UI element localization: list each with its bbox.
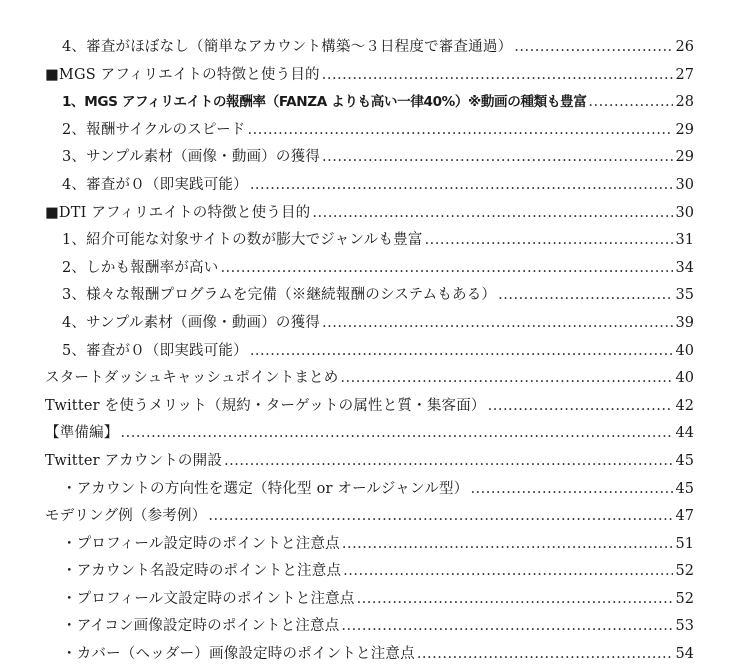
dot-leader	[470, 476, 673, 504]
toc-entry-page: 30	[675, 176, 694, 193]
toc-entry-label: モデリング例（参考例）	[45, 508, 207, 525]
toc-entry[interactable]	[0, 448, 749, 476]
toc-entry-page: 45	[675, 480, 694, 497]
toc-entry[interactable]	[0, 89, 749, 117]
toc-entry-page: 54	[675, 646, 694, 663]
toc-entry[interactable]	[0, 172, 749, 200]
toc-entry-label: 1、MGS アフィリエイトの報酬率（FANZA よりも高い一律40%）※動画の種類も豊富	[62, 94, 587, 111]
toc-entry-label: ・アイコン画像設定時のポイントと注意点	[62, 618, 340, 635]
toc-entry-label: Twitter を使うメリット（規約・ターゲットの属性と質・集客面）	[45, 397, 486, 414]
toc-entry[interactable]	[0, 641, 749, 669]
toc-entry-page: 53	[675, 618, 694, 635]
dot-leader	[248, 117, 673, 145]
toc-entry[interactable]	[0, 503, 749, 531]
toc-entry[interactable]	[0, 34, 749, 62]
toc-entry-label: 1、紹介可能な対象サイトの数が膨大でジャンルも豊富	[62, 232, 423, 249]
toc-entry[interactable]	[0, 586, 749, 614]
toc-entry-label: 2、しかも報酬率が高い	[62, 259, 219, 276]
dot-leader	[121, 420, 674, 448]
toc-entry-page: 28	[675, 94, 694, 111]
dot-leader	[322, 62, 673, 90]
toc-entry-page: 42	[675, 397, 694, 414]
toc-entry-label: スタートダッシュキャッシュポイントまとめ	[45, 370, 339, 387]
toc-entry-label: 3、様々な報酬プログラムを完備（※継続報酬のシステムもある）	[62, 287, 497, 304]
toc-entry-label: ・アカウントの方向性を選定（特化型 or オールジャンル型）	[62, 480, 469, 497]
toc-entry[interactable]	[0, 531, 749, 559]
toc-section-heading[interactable]	[0, 200, 749, 228]
dot-leader	[357, 586, 673, 614]
dot-leader	[417, 641, 673, 669]
toc-entry-page: 40	[675, 342, 694, 359]
toc-section-heading[interactable]	[0, 62, 749, 90]
toc-entry-label: ・プロフィール設定時のポイントと注意点	[62, 535, 340, 552]
toc-entry[interactable]	[0, 144, 749, 172]
toc-entry-page: 34	[675, 259, 694, 276]
dot-leader	[341, 613, 673, 641]
dot-leader	[322, 310, 673, 338]
toc-entry-page: 29	[675, 149, 694, 166]
toc-entry-page: 52	[675, 563, 694, 580]
toc-entry-page: 44	[675, 425, 694, 442]
dot-leader	[514, 34, 673, 62]
dot-leader	[425, 227, 673, 255]
toc-entry-label: ・アカウント名設定時のポイントと注意点	[62, 563, 342, 580]
toc-entry-label: ■MGS アフィリエイトの特徴と使う目的	[45, 66, 320, 83]
toc-entry[interactable]	[0, 310, 749, 338]
toc-entry-page: 31	[675, 232, 694, 249]
dot-leader	[250, 172, 673, 200]
toc-entry-label: 【準備編】	[45, 425, 119, 442]
toc-entry-page: 39	[675, 314, 694, 331]
dot-leader	[224, 448, 673, 476]
toc-entry-label: 4、サンプル素材（画像・動画）の獲得	[62, 314, 321, 331]
toc-entry-label: ・カバー（ヘッダー）画像設定時のポイントと注意点	[62, 646, 415, 663]
toc-entry[interactable]	[0, 255, 749, 283]
dot-leader	[312, 200, 673, 228]
toc-entry-page: 47	[675, 508, 694, 525]
toc-entry[interactable]	[0, 558, 749, 586]
toc-entry-label: 5、審査が０（即実践可能）	[62, 342, 248, 359]
dot-leader	[340, 365, 673, 393]
toc-entry[interactable]	[0, 227, 749, 255]
toc-entry-page: 30	[675, 204, 694, 221]
toc-entry-label: 4、審査が０（即実践可能）	[62, 176, 248, 193]
toc-entry[interactable]	[0, 117, 749, 145]
toc-entry[interactable]	[0, 393, 749, 421]
toc-entry[interactable]	[0, 476, 749, 504]
toc-entry[interactable]	[0, 338, 749, 366]
toc-entry-page: 40	[675, 370, 694, 387]
dot-leader	[498, 282, 673, 310]
dot-leader	[343, 558, 673, 586]
table-of-contents	[0, 34, 749, 669]
toc-entry[interactable]	[0, 365, 749, 393]
toc-entry-page: 45	[675, 452, 694, 469]
toc-entry-label: 2、報酬サイクルのスピード	[62, 121, 246, 138]
dot-leader	[488, 393, 673, 421]
toc-entry-label: ・プロフィール文設定時のポイントと注意点	[62, 590, 355, 607]
toc-entry-page: 52	[675, 590, 694, 607]
dot-leader	[588, 89, 673, 117]
toc-entry-page: 51	[675, 535, 694, 552]
dot-leader	[322, 144, 673, 172]
toc-entry[interactable]	[0, 613, 749, 641]
toc-entry[interactable]	[0, 282, 749, 310]
toc-entry-page: 26	[675, 39, 694, 55]
dot-leader	[342, 531, 673, 559]
toc-entry-page: 29	[675, 121, 694, 138]
dot-leader	[220, 255, 673, 283]
toc-entry-page: 35	[675, 287, 694, 304]
toc-entry-label: ■DTI アフィリエイトの特徴と使う目的	[45, 204, 311, 221]
toc-entry-page: 27	[675, 66, 694, 83]
toc-section-heading[interactable]	[0, 420, 749, 448]
dot-leader	[250, 338, 673, 366]
toc-entry-label: 3、サンプル素材（画像・動画）の獲得	[62, 149, 321, 166]
toc-entry-label: Twitter アカウントの開設	[45, 452, 223, 469]
dot-leader	[208, 503, 673, 531]
toc-entry-label: 4、審査がほぼなし（簡単なアカウント構築〜３日程度で審査通過）	[62, 39, 513, 55]
